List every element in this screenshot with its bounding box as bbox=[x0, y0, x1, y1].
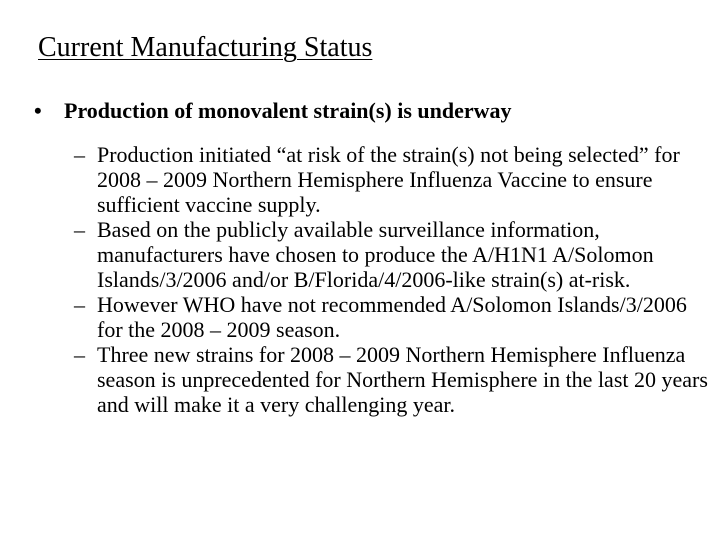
sub-bullet-item bbox=[74, 342, 710, 417]
slide-title: Current Manufacturing Status bbox=[38, 32, 373, 63]
dash-marker: – bbox=[74, 292, 85, 317]
sub-bullet-item bbox=[74, 142, 710, 217]
dash-marker: – bbox=[74, 142, 85, 167]
dash-marker: – bbox=[74, 217, 85, 242]
sub-bullet-list bbox=[74, 142, 710, 417]
bullet-marker: • bbox=[34, 98, 42, 123]
sub-bullet-text: However WHO have not recommended A/Solomon Islands/3/2006 for the 2008 – 2009 season. bbox=[97, 292, 687, 342]
sub-bullet-text: Based on the publicly available surveillance information, manufacturers have chosen to produce the A/H1N1 A/Solomon Islands/3/2006 and/or B/Florida/4/2006-like strain(s) at-risk. bbox=[97, 217, 654, 292]
sub-bullet-item bbox=[74, 217, 710, 292]
main-bullet-text: Production of monovalent strain(s) is underway bbox=[64, 98, 512, 123]
sub-bullet-text: Three new strains for 2008 – 2009 Northern Hemisphere Influenza season is unprecedented for Northern Hemisphere in the last 20 years and will make it a very challenging year. bbox=[97, 342, 708, 417]
sub-bullet-text: Production initiated “at risk of the strain(s) not being selected” for 2008 – 2009 Northern Hemisphere Influenza Vaccine to ensure sufficient vaccine supply. bbox=[97, 142, 680, 217]
main-bullet bbox=[34, 96, 512, 126]
dash-marker: – bbox=[74, 342, 85, 367]
sub-bullet-item bbox=[74, 292, 710, 342]
